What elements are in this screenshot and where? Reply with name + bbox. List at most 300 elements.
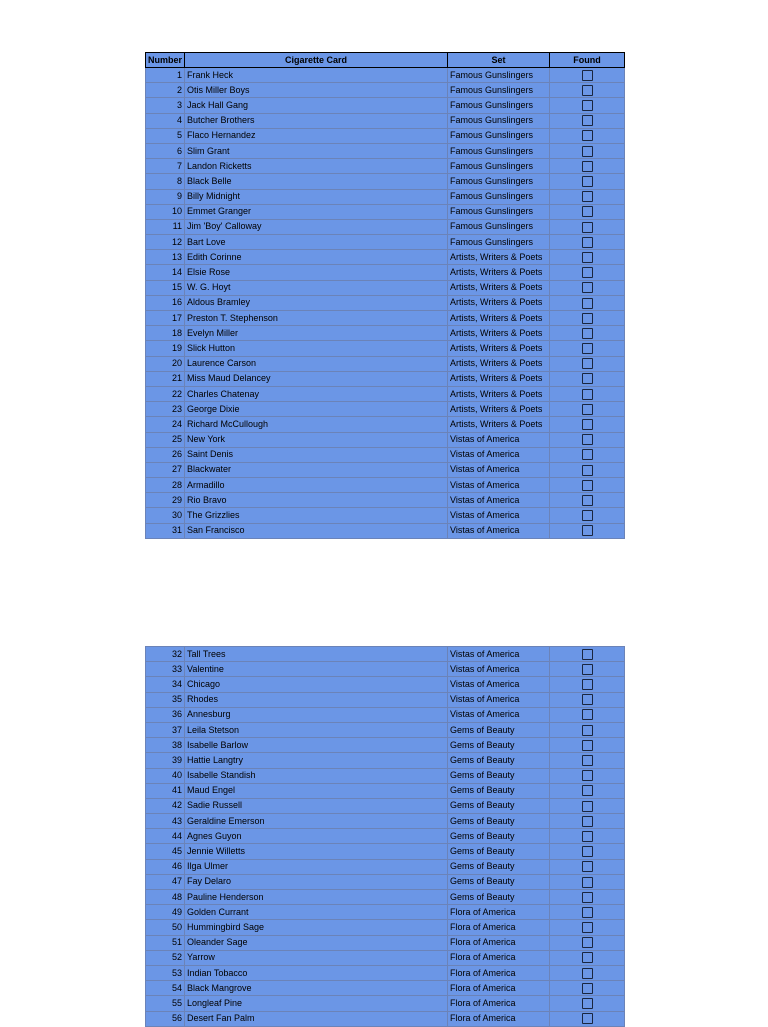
found-checkbox[interactable] [582, 983, 593, 994]
card-name: Emmet Granger [185, 204, 448, 219]
card-number: 41 [146, 783, 185, 798]
card-name: Valentine [185, 662, 448, 677]
card-number: 15 [146, 280, 185, 295]
card-set: Vistas of America [448, 662, 550, 677]
card-name: George Dixie [185, 402, 448, 417]
table-row [146, 798, 625, 813]
card-set: Artists, Writers & Poets [448, 386, 550, 401]
card-set: Gems of Beauty [448, 844, 550, 859]
card-set: Artists, Writers & Poets [448, 371, 550, 386]
table-row [146, 143, 625, 158]
card-number: 56 [146, 1011, 185, 1026]
card-name: Rio Bravo [185, 493, 448, 508]
card-name: Jack Hall Gang [185, 98, 448, 113]
found-checkbox[interactable] [582, 922, 593, 933]
card-number: 35 [146, 692, 185, 707]
card-set: Vistas of America [448, 523, 550, 538]
found-checkbox[interactable] [582, 85, 593, 96]
card-number: 31 [146, 523, 185, 538]
card-set: Flora of America [448, 950, 550, 965]
card-number: 54 [146, 981, 185, 996]
found-cell [550, 707, 625, 722]
found-checkbox[interactable] [582, 465, 593, 476]
table-row [146, 68, 625, 83]
found-cell [550, 280, 625, 295]
found-cell [550, 311, 625, 326]
card-set: Flora of America [448, 965, 550, 980]
table-row [146, 280, 625, 295]
table-row [146, 386, 625, 401]
found-checkbox[interactable] [582, 770, 593, 781]
table-row [146, 417, 625, 432]
found-checkbox[interactable] [582, 968, 593, 979]
found-checkbox[interactable] [582, 846, 593, 857]
card-name: The Grizzlies [185, 508, 448, 523]
table-row [146, 753, 625, 768]
found-checkbox[interactable] [582, 115, 593, 126]
found-cell [550, 722, 625, 737]
card-set: Vistas of America [448, 432, 550, 447]
card-number: 14 [146, 265, 185, 280]
card-number: 51 [146, 935, 185, 950]
table-row [146, 677, 625, 692]
card-set: Gems of Beauty [448, 890, 550, 905]
card-set: Famous Gunslingers [448, 143, 550, 158]
table-row [146, 523, 625, 538]
card-name: Miss Maud Delancey [185, 371, 448, 386]
card-set: Flora of America [448, 920, 550, 935]
found-checkbox[interactable] [582, 937, 593, 948]
table-row [146, 935, 625, 950]
found-checkbox[interactable] [582, 892, 593, 903]
card-number: 39 [146, 753, 185, 768]
found-checkbox[interactable] [582, 816, 593, 827]
found-cell [550, 829, 625, 844]
found-cell [550, 738, 625, 753]
table-row [146, 493, 625, 508]
card-set: Artists, Writers & Poets [448, 341, 550, 356]
card-name: Butcher Brothers [185, 113, 448, 128]
found-cell [550, 753, 625, 768]
card-number: 11 [146, 219, 185, 234]
card-number: 3 [146, 98, 185, 113]
card-number: 29 [146, 493, 185, 508]
found-cell [550, 83, 625, 98]
found-cell [550, 265, 625, 280]
card-name: W. G. Hoyt [185, 280, 448, 295]
card-number: 24 [146, 417, 185, 432]
found-checkbox[interactable] [582, 785, 593, 796]
card-set: Artists, Writers & Poets [448, 402, 550, 417]
card-number: 10 [146, 204, 185, 219]
card-set: Flora of America [448, 905, 550, 920]
table-row [146, 462, 625, 477]
table-row [146, 432, 625, 447]
table-row [146, 768, 625, 783]
card-name: Aldous Bramley [185, 295, 448, 310]
found-checkbox[interactable] [582, 861, 593, 872]
card-name: Ilga Ulmer [185, 859, 448, 874]
found-checkbox[interactable] [582, 313, 593, 324]
card-set: Artists, Writers & Poets [448, 311, 550, 326]
card-set: Gems of Beauty [448, 814, 550, 829]
found-cell [550, 493, 625, 508]
header-found: Found [550, 53, 625, 68]
card-set: Famous Gunslingers [448, 159, 550, 174]
table-row [146, 905, 625, 920]
card-set: Flora of America [448, 1011, 550, 1026]
card-number: 50 [146, 920, 185, 935]
header-row [146, 53, 625, 68]
card-number: 48 [146, 890, 185, 905]
found-cell [550, 935, 625, 950]
found-cell [550, 371, 625, 386]
card-name: Otis Miller Boys [185, 83, 448, 98]
found-checkbox[interactable] [582, 725, 593, 736]
card-set: Gems of Beauty [448, 829, 550, 844]
found-checkbox[interactable] [582, 146, 593, 157]
card-number: 7 [146, 159, 185, 174]
card-name: Laurence Carson [185, 356, 448, 371]
found-cell [550, 768, 625, 783]
found-cell [550, 143, 625, 158]
card-number: 52 [146, 950, 185, 965]
found-checkbox[interactable] [582, 755, 593, 766]
found-cell [550, 859, 625, 874]
card-number: 49 [146, 905, 185, 920]
card-number: 42 [146, 798, 185, 813]
found-cell [550, 662, 625, 677]
card-set: Famous Gunslingers [448, 235, 550, 250]
card-name: Frank Heck [185, 68, 448, 83]
card-set: Artists, Writers & Poets [448, 356, 550, 371]
cards-table-page-2 [145, 646, 625, 1027]
found-cell [550, 189, 625, 204]
table-row [146, 874, 625, 889]
card-number: 46 [146, 859, 185, 874]
found-checkbox[interactable] [582, 877, 593, 888]
card-set: Vistas of America [448, 478, 550, 493]
table-row [146, 508, 625, 523]
found-cell [550, 874, 625, 889]
card-set: Vistas of America [448, 447, 550, 462]
card-name: Isabelle Barlow [185, 738, 448, 753]
card-name: Armadillo [185, 478, 448, 493]
found-cell [550, 235, 625, 250]
found-cell [550, 462, 625, 477]
found-checkbox[interactable] [582, 525, 593, 536]
table-row [146, 859, 625, 874]
found-cell [550, 113, 625, 128]
card-name: New York [185, 432, 448, 447]
card-set: Gems of Beauty [448, 798, 550, 813]
card-name: Jim 'Boy' Calloway [185, 219, 448, 234]
card-number: 17 [146, 311, 185, 326]
card-set: Famous Gunslingers [448, 83, 550, 98]
card-name: Elsie Rose [185, 265, 448, 280]
card-set: Famous Gunslingers [448, 174, 550, 189]
card-number: 43 [146, 814, 185, 829]
card-set: Vistas of America [448, 462, 550, 477]
card-number: 9 [146, 189, 185, 204]
card-number: 55 [146, 996, 185, 1011]
card-set: Vistas of America [448, 692, 550, 707]
found-checkbox[interactable] [582, 237, 593, 248]
card-set: Flora of America [448, 935, 550, 950]
found-cell [550, 204, 625, 219]
card-number: 32 [146, 647, 185, 662]
card-name: Billy Midnight [185, 189, 448, 204]
card-set: Famous Gunslingers [448, 204, 550, 219]
found-cell [550, 814, 625, 829]
card-set: Vistas of America [448, 647, 550, 662]
found-cell [550, 447, 625, 462]
found-cell [550, 128, 625, 143]
card-name: San Francisco [185, 523, 448, 538]
card-name: Tall Trees [185, 647, 448, 662]
card-number: 25 [146, 432, 185, 447]
card-name: Hummingbird Sage [185, 920, 448, 935]
found-checkbox[interactable] [582, 510, 593, 521]
card-number: 40 [146, 768, 185, 783]
found-cell [550, 783, 625, 798]
card-number: 8 [146, 174, 185, 189]
card-number: 21 [146, 371, 185, 386]
card-set: Famous Gunslingers [448, 68, 550, 83]
card-number: 20 [146, 356, 185, 371]
table-row [146, 890, 625, 905]
card-name: Black Mangrove [185, 981, 448, 996]
card-set: Artists, Writers & Poets [448, 417, 550, 432]
card-set: Flora of America [448, 996, 550, 1011]
found-checkbox[interactable] [582, 1013, 593, 1024]
table-row [146, 965, 625, 980]
card-number: 12 [146, 235, 185, 250]
found-cell [550, 692, 625, 707]
card-number: 38 [146, 738, 185, 753]
table-row [146, 326, 625, 341]
found-checkbox[interactable] [582, 740, 593, 751]
found-checkbox[interactable] [582, 694, 593, 705]
table-row [146, 113, 625, 128]
found-checkbox[interactable] [582, 267, 593, 278]
card-number: 30 [146, 508, 185, 523]
card-set: Gems of Beauty [448, 722, 550, 737]
found-checkbox[interactable] [582, 373, 593, 384]
table-row [146, 707, 625, 722]
found-checkbox[interactable] [582, 298, 593, 309]
card-name: Landon Ricketts [185, 159, 448, 174]
card-name: Indian Tobacco [185, 965, 448, 980]
card-name: Saint Denis [185, 447, 448, 462]
found-cell [550, 68, 625, 83]
found-cell [550, 647, 625, 662]
found-checkbox[interactable] [582, 952, 593, 963]
card-set: Artists, Writers & Poets [448, 295, 550, 310]
card-number: 16 [146, 295, 185, 310]
card-name: Slim Grant [185, 143, 448, 158]
card-name: Longleaf Pine [185, 996, 448, 1011]
card-set: Gems of Beauty [448, 874, 550, 889]
found-cell [550, 677, 625, 692]
found-checkbox[interactable] [582, 328, 593, 339]
card-name: Evelyn Miller [185, 326, 448, 341]
card-set: Vistas of America [448, 707, 550, 722]
found-checkbox[interactable] [582, 434, 593, 445]
table-row [146, 159, 625, 174]
card-number: 13 [146, 250, 185, 265]
table-row [146, 738, 625, 753]
card-set: Artists, Writers & Poets [448, 265, 550, 280]
table-row [146, 341, 625, 356]
card-number: 36 [146, 707, 185, 722]
card-name: Flaco Hernandez [185, 128, 448, 143]
found-checkbox[interactable] [582, 206, 593, 217]
found-checkbox[interactable] [582, 998, 593, 1009]
card-number: 45 [146, 844, 185, 859]
found-checkbox[interactable] [582, 70, 593, 81]
found-checkbox[interactable] [582, 907, 593, 918]
found-checkbox[interactable] [582, 649, 593, 660]
header-number: Number [146, 53, 185, 68]
found-cell [550, 890, 625, 905]
card-number: 19 [146, 341, 185, 356]
table-row [146, 174, 625, 189]
found-cell [550, 950, 625, 965]
card-name: Rhodes [185, 692, 448, 707]
found-cell [550, 356, 625, 371]
found-cell [550, 965, 625, 980]
card-set: Gems of Beauty [448, 738, 550, 753]
card-name: Sadie Russell [185, 798, 448, 813]
card-name: Isabelle Standish [185, 768, 448, 783]
card-set: Famous Gunslingers [448, 98, 550, 113]
found-checkbox[interactable] [582, 130, 593, 141]
card-number: 47 [146, 874, 185, 889]
card-name: Maud Engel [185, 783, 448, 798]
card-number: 22 [146, 386, 185, 401]
found-cell [550, 508, 625, 523]
card-set: Artists, Writers & Poets [448, 280, 550, 295]
card-name: Annesburg [185, 707, 448, 722]
found-checkbox[interactable] [582, 679, 593, 690]
card-name: Hattie Langtry [185, 753, 448, 768]
found-cell [550, 844, 625, 859]
card-number: 34 [146, 677, 185, 692]
table-row [146, 920, 625, 935]
table-row [146, 311, 625, 326]
card-number: 6 [146, 143, 185, 158]
table-row [146, 83, 625, 98]
table-row [146, 265, 625, 280]
card-set: Vistas of America [448, 677, 550, 692]
card-name: Jennie Willetts [185, 844, 448, 859]
found-cell [550, 478, 625, 493]
found-checkbox[interactable] [582, 161, 593, 172]
card-set: Famous Gunslingers [448, 113, 550, 128]
table-row [146, 371, 625, 386]
found-cell [550, 981, 625, 996]
found-checkbox[interactable] [582, 495, 593, 506]
found-checkbox[interactable] [582, 176, 593, 187]
table-row [146, 189, 625, 204]
card-number: 1 [146, 68, 185, 83]
found-checkbox[interactable] [582, 404, 593, 415]
table-row [146, 662, 625, 677]
found-cell [550, 341, 625, 356]
table-row [146, 722, 625, 737]
found-cell [550, 386, 625, 401]
card-set: Flora of America [448, 981, 550, 996]
card-name: Black Belle [185, 174, 448, 189]
found-cell [550, 250, 625, 265]
found-checkbox[interactable] [582, 449, 593, 460]
table-row [146, 996, 625, 1011]
found-checkbox[interactable] [582, 100, 593, 111]
card-set: Vistas of America [448, 508, 550, 523]
header-set: Set [448, 53, 550, 68]
card-number: 4 [146, 113, 185, 128]
card-name: Agnes Guyon [185, 829, 448, 844]
card-name: Richard McCullough [185, 417, 448, 432]
found-cell [550, 326, 625, 341]
header-card: Cigarette Card [185, 53, 448, 68]
card-name: Leila Stetson [185, 722, 448, 737]
table-row [146, 356, 625, 371]
card-number: 53 [146, 965, 185, 980]
found-checkbox[interactable] [582, 709, 593, 720]
card-set: Famous Gunslingers [448, 219, 550, 234]
found-checkbox[interactable] [582, 252, 593, 263]
table-row [146, 250, 625, 265]
card-number: 27 [146, 462, 185, 477]
card-name: Fay Delaro [185, 874, 448, 889]
found-checkbox[interactable] [582, 343, 593, 354]
card-number: 44 [146, 829, 185, 844]
table-row [146, 295, 625, 310]
found-checkbox[interactable] [582, 358, 593, 369]
found-cell [550, 432, 625, 447]
card-number: 2 [146, 83, 185, 98]
card-set: Famous Gunslingers [448, 128, 550, 143]
found-cell [550, 417, 625, 432]
found-checkbox[interactable] [582, 191, 593, 202]
table-row [146, 829, 625, 844]
found-cell [550, 523, 625, 538]
table-row [146, 447, 625, 462]
found-checkbox[interactable] [582, 831, 593, 842]
found-checkbox[interactable] [582, 222, 593, 233]
card-name: Yarrow [185, 950, 448, 965]
table-row [146, 204, 625, 219]
found-cell [550, 295, 625, 310]
table-row [146, 783, 625, 798]
found-checkbox[interactable] [582, 282, 593, 293]
found-checkbox[interactable] [582, 419, 593, 430]
table-row [146, 950, 625, 965]
found-checkbox[interactable] [582, 389, 593, 400]
found-checkbox[interactable] [582, 664, 593, 675]
card-set: Artists, Writers & Poets [448, 250, 550, 265]
card-number: 18 [146, 326, 185, 341]
found-checkbox[interactable] [582, 480, 593, 491]
table-row [146, 402, 625, 417]
card-name: Golden Currant [185, 905, 448, 920]
found-checkbox[interactable] [582, 801, 593, 812]
card-number: 33 [146, 662, 185, 677]
found-cell [550, 174, 625, 189]
found-cell [550, 98, 625, 113]
